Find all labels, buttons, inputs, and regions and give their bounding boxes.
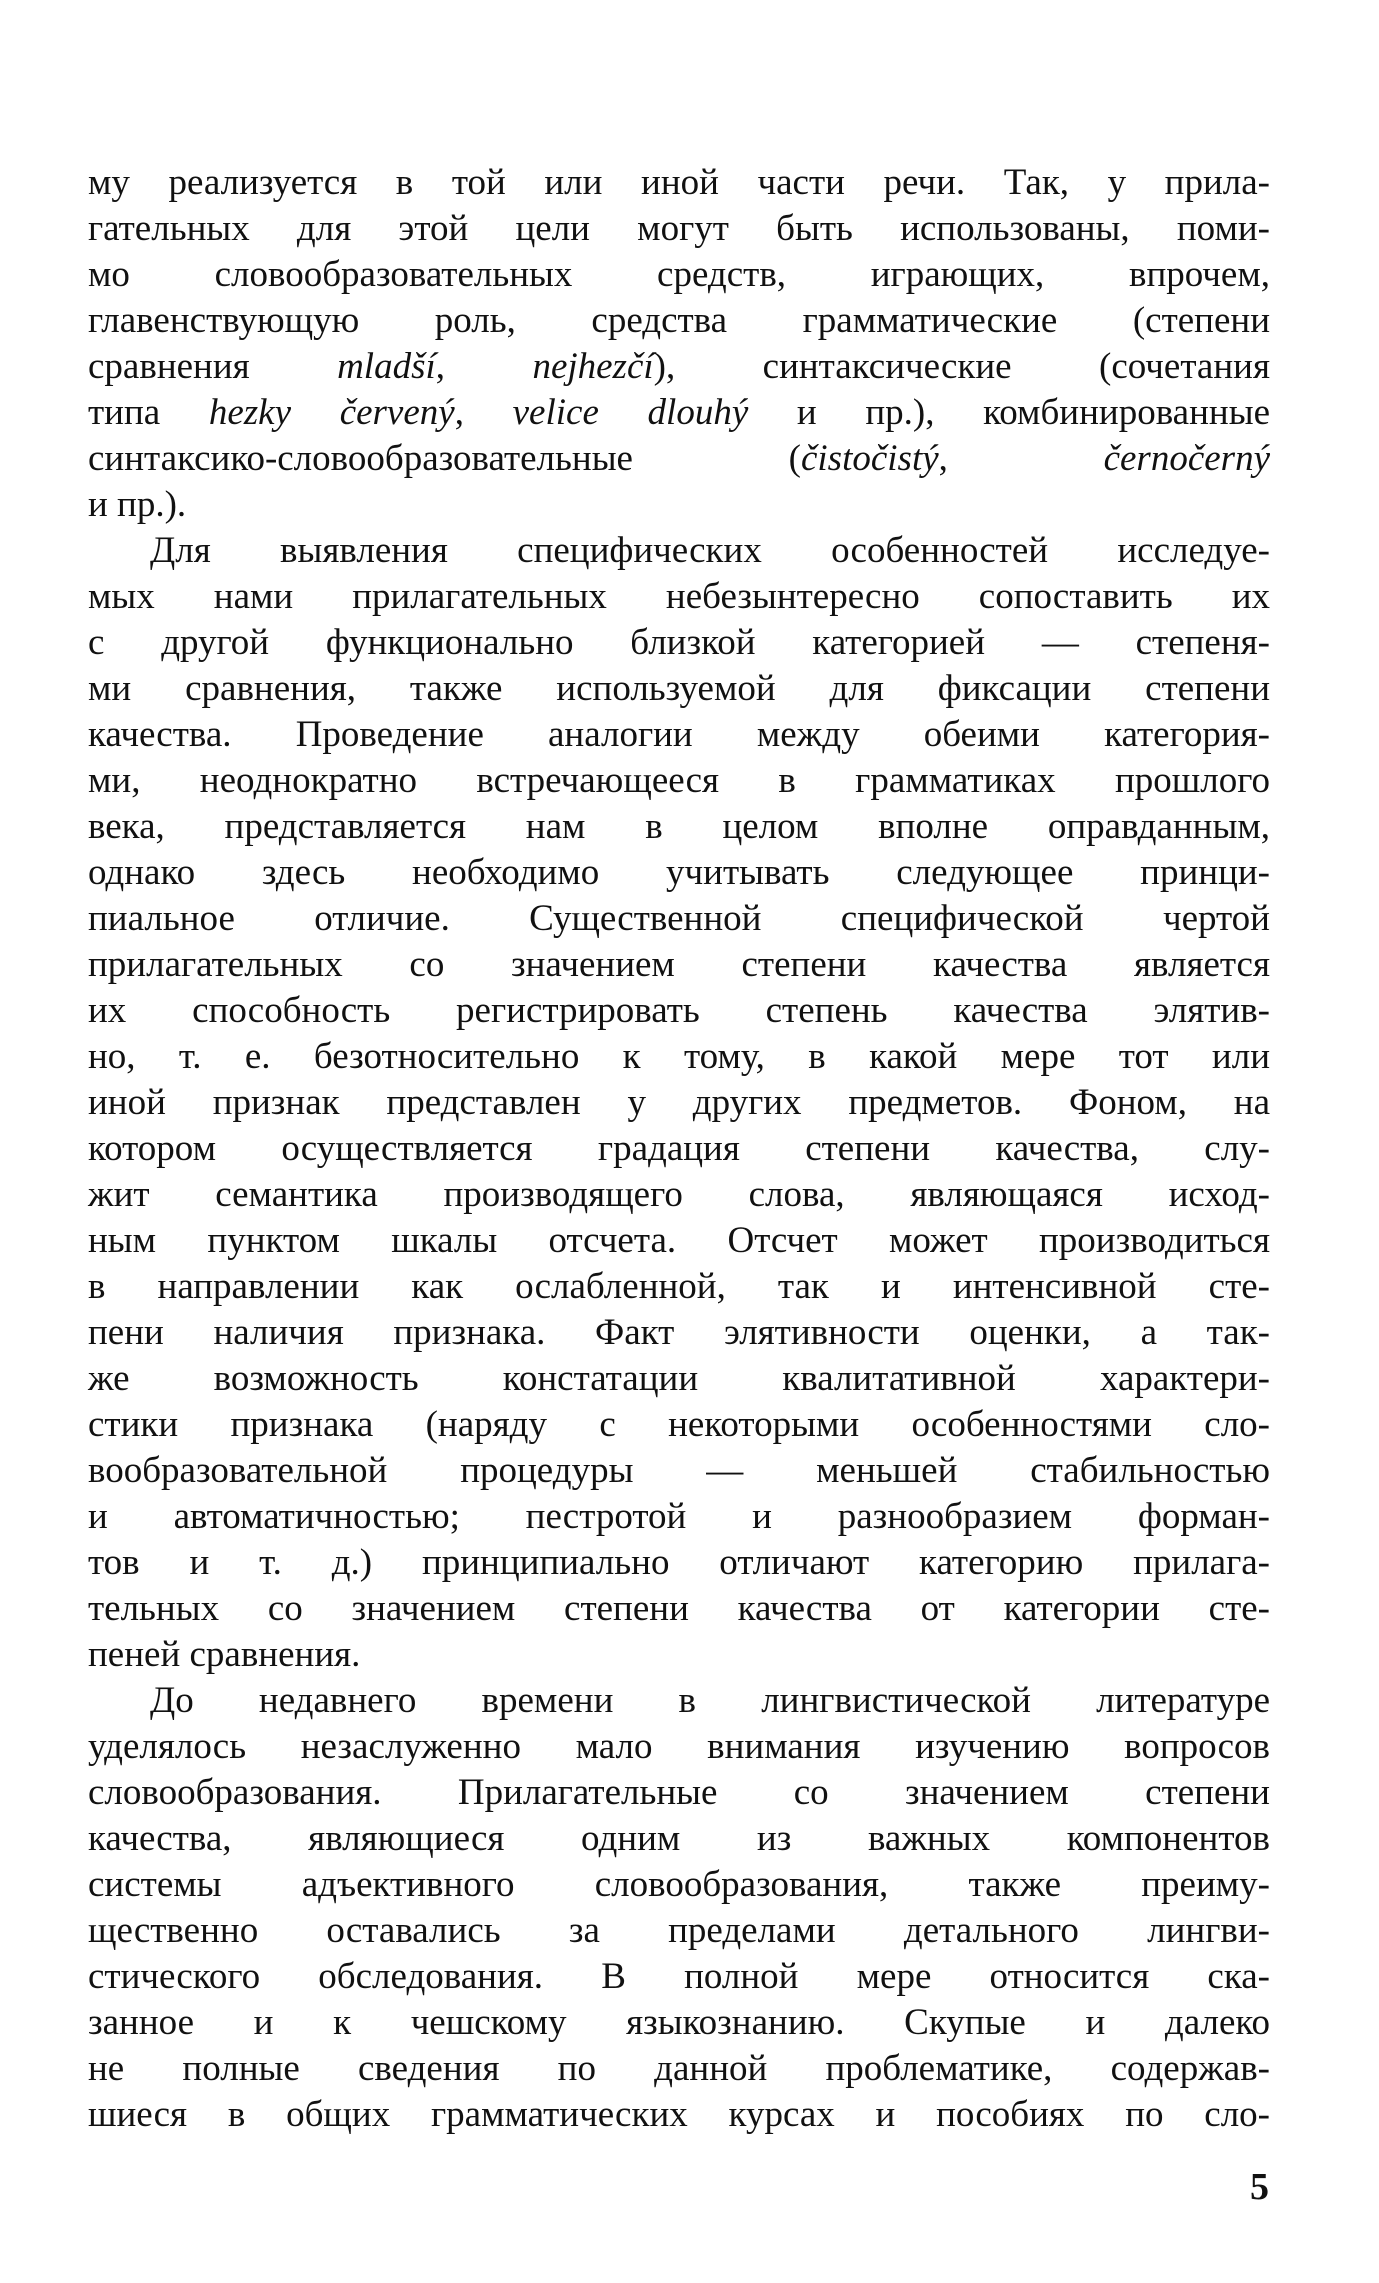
text-line: сравнения mladší, nejhezčí), синтаксические (сочетания bbox=[88, 346, 1270, 387]
text-line: в направлении как ослабленной, так и интенсивной сте- bbox=[88, 1266, 1270, 1307]
text-line: уделялось незаслуженно мало внимания изучению вопросов bbox=[88, 1726, 1270, 1767]
text-line: щественно оставались за пределами детального лингви- bbox=[88, 1910, 1270, 1951]
text-line: и автоматичностью; пестротой и разнообразием форман- bbox=[88, 1496, 1270, 1537]
text-line: словообразования. Прилагательные со значением степени bbox=[88, 1772, 1270, 1813]
text-line: му реализуется в той или иной части речи. Так, у прила- bbox=[88, 162, 1270, 203]
text-line: пиальное отличие. Существенной специфической чертой bbox=[88, 898, 1270, 939]
text-line: ми сравнения, также используемой для фиксации степени bbox=[88, 668, 1270, 709]
text-line: однако здесь необходимо учитывать следующее принци- bbox=[88, 852, 1270, 893]
text-line: но, т. е. безотносительно к тому, в какой мере тот или bbox=[88, 1036, 1270, 1077]
text-line: прилагательных со значением степени качества является bbox=[88, 944, 1270, 985]
text-line: с другой функционально близкой категорией — степеня- bbox=[88, 622, 1270, 663]
text-line: не полные сведения по данной проблематике, содержав- bbox=[88, 2048, 1270, 2089]
text-line: и пр.). bbox=[88, 484, 187, 525]
text-line: качества. Проведение аналогии между обеими категория- bbox=[88, 714, 1270, 755]
text-line: типа hezky červený, velice dlouhý и пр.), комбинированные bbox=[88, 392, 1270, 433]
text-line: мо словообразовательных средств, играющих, впрочем, bbox=[88, 254, 1270, 295]
text-line: тов и т. д.) принципиально отличают категорию прилага- bbox=[88, 1542, 1270, 1583]
paragraph bbox=[88, 1678, 1270, 2138]
page-body bbox=[88, 160, 1270, 2138]
text-line: котором осуществляется градация степени качества, слу- bbox=[88, 1128, 1270, 1169]
text-line: До недавнего времени в лингвистической литературе bbox=[150, 1680, 1270, 1721]
text-line: же возможность констатации квалитативной характери- bbox=[88, 1358, 1270, 1399]
text-line: пени наличия признака. Факт элятивности оценки, а так- bbox=[88, 1312, 1270, 1353]
text-line: Для выявления специфических особенностей исследуе- bbox=[150, 530, 1270, 571]
text-line: ным пунктом шкалы отсчета. Отсчет может производиться bbox=[88, 1220, 1270, 1261]
text-line: жит семантика производящего слова, являющаяся исход- bbox=[88, 1174, 1270, 1215]
text-line: тельных со значением степени качества от категории сте- bbox=[88, 1588, 1270, 1629]
text-line: века, представляется нам в целом вполне оправданным, bbox=[88, 806, 1270, 847]
text-line: качества, являющиеся одним из важных компонентов bbox=[88, 1818, 1270, 1859]
page-number: 5 bbox=[1250, 2166, 1269, 2208]
text-line: ми, неоднократно встречающееся в грамматиках прошлого bbox=[88, 760, 1270, 801]
text-line: шиеся в общих грамматических курсах и пособиях по сло- bbox=[88, 2094, 1270, 2135]
text-line: занное и к чешскому языкознанию. Скупые и далеко bbox=[88, 2002, 1270, 2043]
text-line: мых нами прилагательных небезынтересно сопоставить их bbox=[88, 576, 1270, 617]
paragraph bbox=[88, 528, 1270, 1678]
text-line: главенствующую роль, средства грамматические (степени bbox=[88, 300, 1270, 341]
text-line: синтаксико-словообразовательные (čistočistý, černočerný bbox=[88, 438, 1270, 479]
text-line: их способность регистрировать степень качества элятив- bbox=[88, 990, 1270, 1031]
text-line: стического обследования. В полной мере относится ска- bbox=[88, 1956, 1270, 1997]
text-line: гательных для этой цели могут быть использованы, поми- bbox=[88, 208, 1270, 249]
paragraph bbox=[88, 160, 1270, 528]
text-line: иной признак представлен у других предметов. Фоном, на bbox=[88, 1082, 1270, 1123]
text-line: системы адъективного словообразования, также преиму- bbox=[88, 1864, 1270, 1905]
text-line: вообразовательной процедуры — меньшей стабильностью bbox=[88, 1450, 1270, 1491]
text-line: пеней сравнения. bbox=[88, 1634, 361, 1675]
text-line: стики признака (наряду с некоторыми особенностями сло- bbox=[88, 1404, 1270, 1445]
